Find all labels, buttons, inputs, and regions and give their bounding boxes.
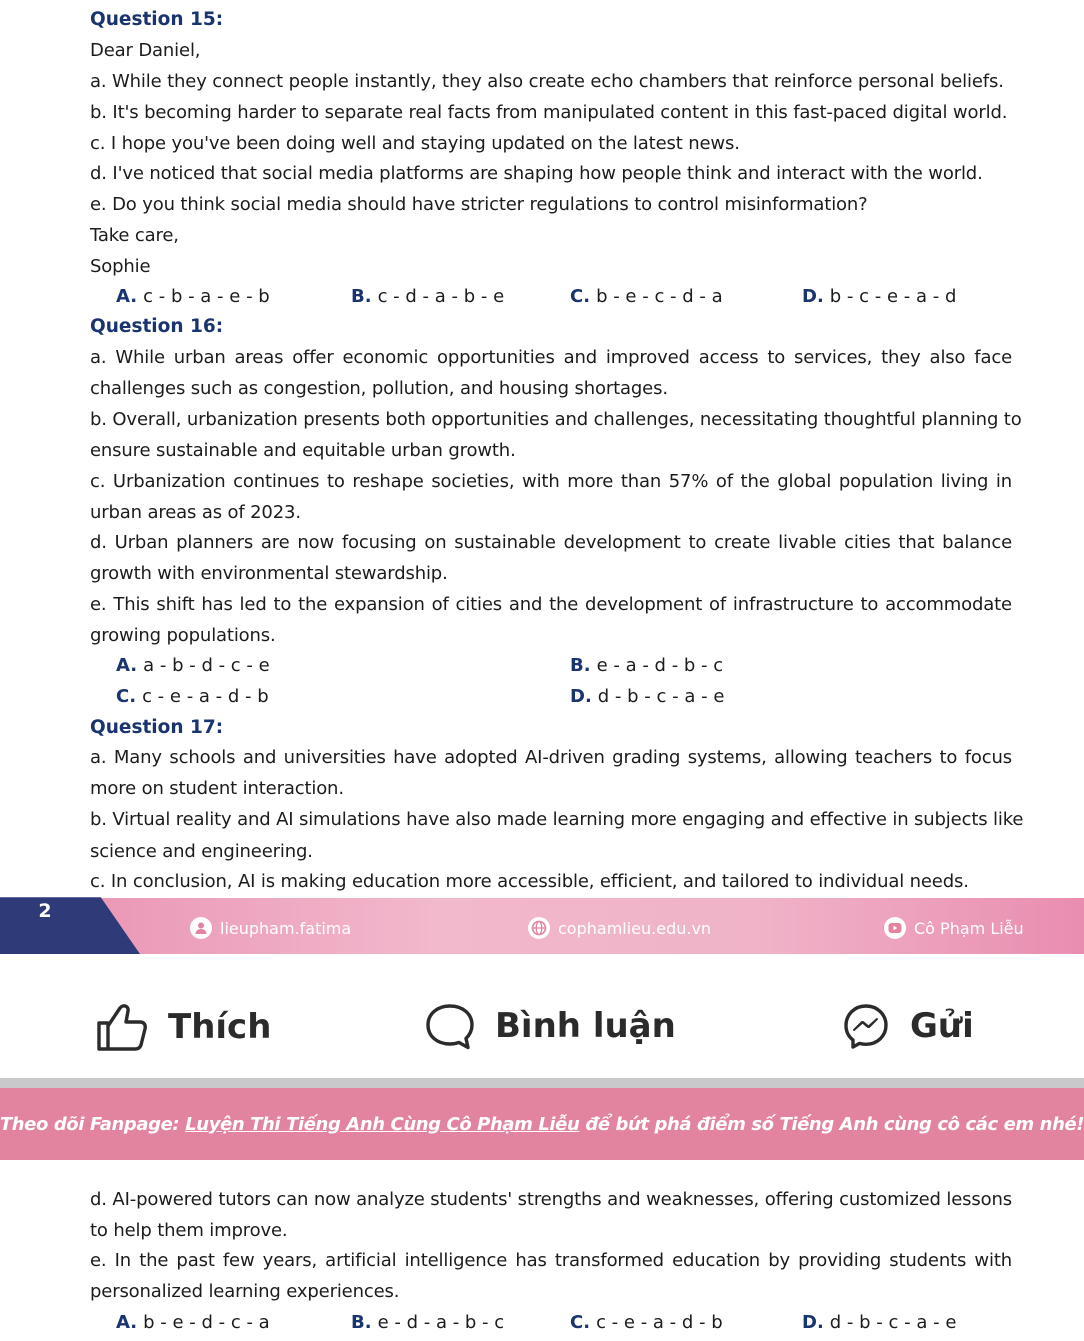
q17-line: science and engineering. (90, 841, 313, 862)
q15-option-d[interactable]: D. b - c - e - a - d (802, 286, 957, 307)
thumbs-up-icon (96, 1002, 148, 1052)
fanpage-banner (0, 1088, 1084, 1160)
q15-item-e: e. Do you think social media should have stricter regulations to control misinformation? (90, 194, 868, 215)
question-15-title: Question 15: (90, 9, 224, 30)
q17-option-b[interactable]: B. e - d - a - b - c (351, 1312, 505, 1333)
footer-account-text: lieupham.fatima (220, 918, 352, 938)
q16-option-d[interactable]: D. d - b - c - a - e (570, 686, 725, 707)
comment-label: Bình luận (495, 1006, 676, 1046)
q16-line: growth with environmental stewardship. (90, 563, 448, 584)
q16-option-a[interactable]: A. a - b - d - c - e (116, 655, 270, 676)
q16-line: growing populations. (90, 625, 276, 646)
footer-channel-text: Cô Phạm Liễu (914, 918, 1024, 938)
q15-item-d: d. I've noticed that social media platforms are shaping how people think and interact with the world. (90, 163, 983, 184)
q15-item-c: c. I hope you've been doing well and staying updated on the latest news. (90, 133, 740, 154)
q16-option-b[interactable]: B. e - a - d - b - c (570, 655, 724, 676)
q17-line: c. In conclusion, AI is making education more accessible, efficient, and tailored to individual needs. (90, 871, 969, 892)
globe-icon (528, 917, 550, 939)
speech-bubble-icon (425, 1002, 475, 1050)
q15-option-c[interactable]: C. b - e - c - d - a (570, 286, 723, 307)
q15-option-b[interactable]: B. c - d - a - b - e (351, 286, 505, 307)
question-16-title: Question 16: (90, 316, 224, 337)
q16-line: challenges such as congestion, pollution, and housing shortages. (90, 378, 668, 399)
letter-closing: Take care, (90, 225, 179, 246)
divider (0, 1078, 1084, 1088)
q17-line: more on student interaction. (90, 778, 344, 799)
like-label: Thích (168, 1007, 272, 1047)
q16-option-c[interactable]: C. c - e - a - d - b (116, 686, 269, 707)
q16-line: a. While urban areas offer economic opportunities and improved access to services, they also face (90, 347, 1012, 368)
q17-line: b. Virtual reality and AI simulations have also made learning more engaging and effective in subjects like (90, 809, 1024, 830)
footer-website (528, 915, 711, 941)
q16-line: urban areas as of 2023. (90, 502, 301, 523)
q16-line: c. Urbanization continues to reshape societies, with more than 57% of the global population living in (90, 471, 1012, 492)
send-button[interactable] (842, 1002, 974, 1050)
q17-option-a[interactable]: A. b - e - d - c - a (116, 1312, 270, 1333)
footer-account (190, 915, 351, 941)
footer-channel (884, 915, 1024, 941)
q16-line: d. Urban planners are now focusing on sustainable development to create livable cities that balance (90, 532, 1012, 553)
q17-line: personalized learning experiences. (90, 1281, 400, 1302)
letter-signature: Sophie (90, 256, 151, 277)
q16-line: ensure sustainable and equitable urban growth. (90, 440, 516, 461)
send-label: Gửi (910, 1006, 974, 1046)
q15-item-a: a. While they connect people instantly, they also create echo chambers that reinforce personal beliefs. (90, 71, 1004, 92)
banner-suffix: để bứt phá điểm số Tiếng Anh cùng cô các em nhé! (585, 1113, 1084, 1135)
q15-option-a[interactable]: A. c - b - a - e - b (116, 286, 270, 307)
footer-website-text: cophamlieu.edu.vn (558, 918, 712, 938)
page-number: 2 (38, 900, 52, 922)
q15-item-b: b. It's becoming harder to separate real facts from manipulated content in this fast-paced digital world. (90, 102, 1008, 123)
like-button[interactable] (96, 1002, 271, 1052)
comment-button[interactable] (425, 1002, 676, 1050)
video-play-icon (884, 917, 906, 939)
q16-line: e. This shift has led to the expansion of cities and the development of infrastructure to accommodate (90, 594, 1012, 615)
letter-greeting: Dear Daniel, (90, 40, 201, 61)
q17-line: to help them improve. (90, 1220, 288, 1241)
q17-line: e. In the past few years, artificial intelligence has transformed education by providing students with (90, 1250, 1012, 1271)
q17-line: d. AI-powered tutors can now analyze students' strengths and weaknesses, offering customized lessons (90, 1189, 1012, 1210)
fanpage-link[interactable]: Luyện Thi Tiếng Anh Cùng Cô Phạm Liễu (185, 1113, 580, 1135)
user-icon (190, 917, 212, 939)
q16-line: b. Overall, urbanization presents both opportunities and challenges, necessitating thoughtful planning to (90, 409, 1022, 430)
q17-line: a. Many schools and universities have adopted AI-driven grading systems, allowing teachers to focus (90, 747, 1012, 768)
banner-prefix: Theo dõi Fanpage: (0, 1113, 180, 1135)
question-17-title: Question 17: (90, 717, 224, 738)
q17-option-d[interactable]: D. d - b - c - a - e (802, 1312, 957, 1333)
q17-option-c[interactable]: C. c - e - a - d - b (570, 1312, 723, 1333)
messenger-icon (842, 1002, 890, 1050)
